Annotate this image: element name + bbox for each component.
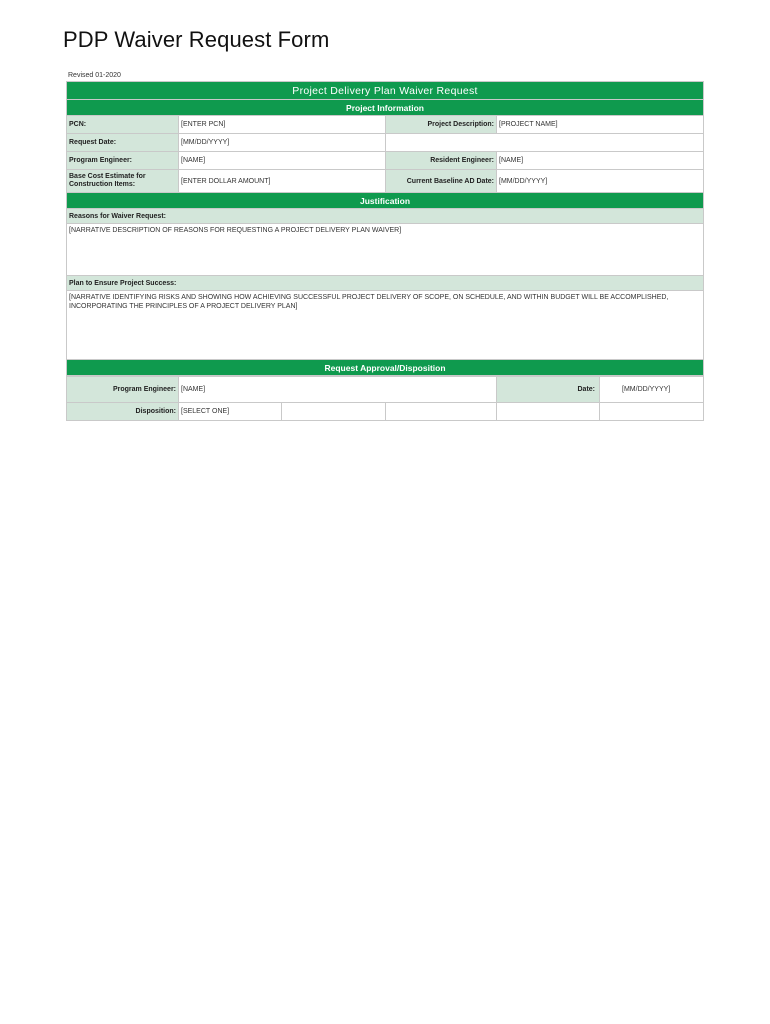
disposition-field[interactable]: [SELECT ONE] [179, 403, 282, 421]
page-title: PDP Waiver Request Form [63, 27, 330, 52]
approval-table [66, 376, 704, 421]
section-justification: Justification [67, 193, 704, 209]
pcn-label: PCN: [67, 116, 179, 134]
section-project-information: Project Information [67, 100, 704, 116]
empty-cell [386, 403, 497, 421]
request-date-field[interactable]: [MM/DD/YYYY] [179, 134, 386, 152]
base-cost-label: Base Cost Estimate for Construction Items: [67, 170, 179, 193]
empty-cell [386, 134, 704, 152]
program-engineer-label: Program Engineer: [67, 152, 179, 170]
project-description-field[interactable]: [PROJECT NAME] [497, 116, 704, 134]
empty-cell [600, 403, 704, 421]
approval-program-engineer-field[interactable]: [NAME] [179, 377, 497, 403]
base-cost-field[interactable]: [ENTER DOLLAR AMOUNT] [179, 170, 386, 193]
revised-note: Revised 01-2020 [68, 72, 121, 79]
project-description-label: Project Description: [386, 116, 497, 134]
plan-field[interactable]: [NARRATIVE IDENTIFYING RISKS AND SHOWING HOW ACHIEVING SUCCESSFUL PROJECT DELIVERY OF SCOPE, ON SCHEDULE, AND WITHIN BUDGET WILL BE ACCOMPLISHED, INCORPORATING THE PRINCIPLES OF A PROJECT DELIVERY PLAN] [67, 291, 704, 360]
approval-program-engineer-label: Program Engineer: [67, 377, 179, 403]
plan-label: Plan to Ensure Project Success: [67, 276, 704, 291]
program-engineer-field[interactable]: [NAME] [179, 152, 386, 170]
request-date-label: Request Date: [67, 134, 179, 152]
reasons-label: Reasons for Waiver Request: [67, 209, 704, 224]
baseline-ad-field[interactable]: [MM/DD/YYYY] [497, 170, 704, 193]
resident-engineer-field[interactable]: [NAME] [497, 152, 704, 170]
disposition-label: Disposition: [67, 403, 179, 421]
pcn-field[interactable]: [ENTER PCN] [179, 116, 386, 134]
empty-cell [282, 403, 386, 421]
waiver-form [66, 70, 703, 421]
reasons-field[interactable]: [NARRATIVE DESCRIPTION OF REASONS FOR REQUESTING A PROJECT DELIVERY PLAN WAIVER] [67, 224, 704, 276]
form-table [66, 81, 704, 376]
form-title: Project Delivery Plan Waiver Request [67, 82, 704, 100]
approval-date-field[interactable]: [MM/DD/YYYY] [600, 377, 704, 403]
resident-engineer-label: Resident Engineer: [386, 152, 497, 170]
approval-date-label: Date: [497, 377, 600, 403]
section-approval: Request Approval/Disposition [67, 360, 704, 376]
empty-cell [497, 403, 600, 421]
baseline-ad-label: Current Baseline AD Date: [386, 170, 497, 193]
